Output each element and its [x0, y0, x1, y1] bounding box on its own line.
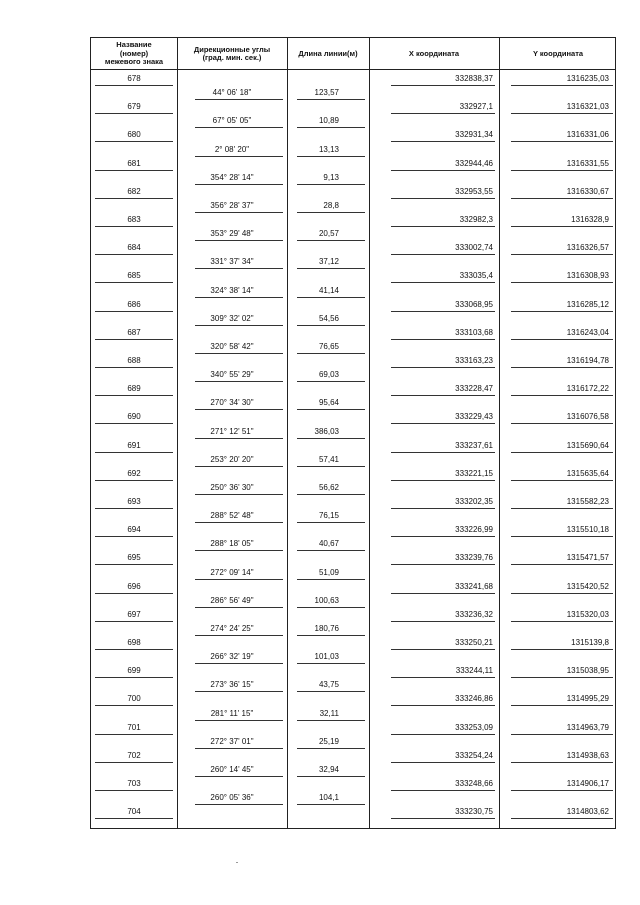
x-coordinate: 333250,21: [455, 638, 493, 647]
row-rule: [391, 141, 495, 142]
segment-rule: [297, 409, 365, 410]
segment-rule: [195, 607, 283, 608]
line-length: 43,75: [318, 680, 339, 690]
direction-angle: 288° 52' 48": [210, 511, 254, 521]
segment-rule: [195, 297, 283, 298]
row-rule: [95, 734, 173, 735]
row-rule: [391, 536, 495, 537]
point-number: 690: [127, 412, 141, 422]
row-rule: [391, 311, 495, 312]
line-length: 51,09: [318, 567, 339, 577]
row-rule: [511, 170, 613, 171]
row-rule: [95, 85, 173, 86]
x-coordinate: 333246,86: [455, 694, 493, 704]
column-divider: [499, 38, 500, 828]
header-y: Y координата: [532, 48, 584, 58]
segment-rule: [195, 466, 283, 467]
y-coordinate: 1314906,17: [566, 779, 609, 788]
segment-rule: [297, 804, 365, 805]
direction-angle: 340° 55' 29": [210, 370, 254, 380]
segment-rule: [297, 325, 365, 326]
y-coordinate: 1316172,22: [566, 384, 609, 394]
row-rule: [511, 141, 613, 142]
row-rule: [95, 452, 173, 453]
row-rule: [95, 395, 173, 396]
segment-rule: [195, 409, 283, 410]
segment-rule: [195, 494, 283, 495]
row-rule: [391, 367, 495, 368]
point-number: 687: [127, 327, 141, 337]
segment-rule: [297, 663, 365, 664]
row-rule: [391, 198, 495, 199]
row-rule: [391, 677, 495, 678]
segment-rule: [195, 579, 283, 580]
line-length: 57,41: [318, 454, 339, 464]
x-coordinate: 332953,55: [455, 186, 493, 196]
y-coordinate: 1316076,58: [566, 412, 609, 422]
row-rule: [95, 593, 173, 594]
y-coordinate: 1314938,63: [566, 750, 609, 760]
row-rule: [511, 677, 613, 678]
point-number: 696: [127, 581, 141, 591]
row-rule: [511, 762, 613, 763]
row-rule: [511, 734, 613, 735]
y-coordinate: 1314963,79: [566, 722, 609, 732]
row-rule: [511, 818, 613, 819]
segment-rule: [297, 494, 365, 495]
row-rule: [391, 452, 495, 453]
header-angle: Дирекционные углы (град. мин. сек.): [193, 44, 271, 62]
segment-rule: [297, 99, 365, 100]
segment-rule: [297, 748, 365, 749]
segment-rule: [297, 579, 365, 580]
direction-angle: 260° 05' 36": [210, 793, 254, 803]
segment-rule: [195, 635, 283, 636]
line-length: 37,12: [318, 257, 339, 267]
segment-rule: [195, 240, 283, 241]
row-rule: [95, 649, 173, 650]
x-coordinate: 333230,75: [455, 807, 493, 817]
y-coordinate: 1315420,52: [566, 581, 609, 591]
segment-rule: [297, 127, 365, 128]
line-length: 386,03: [314, 426, 339, 436]
row-rule: [391, 170, 495, 171]
point-number: 685: [127, 271, 141, 281]
x-coordinate: 333237,61: [455, 440, 493, 450]
row-rule: [95, 508, 173, 509]
row-rule: [95, 423, 173, 424]
line-length: 40,67: [318, 539, 339, 549]
segment-rule: [297, 550, 365, 551]
segment-rule: [297, 635, 365, 636]
row-rule: [511, 790, 613, 791]
header-length: Длина линии(м): [298, 48, 358, 58]
segment-rule: [195, 550, 283, 551]
direction-angle: 250° 36' 30": [210, 483, 254, 492]
row-rule: [511, 508, 613, 509]
row-rule: [391, 818, 495, 819]
y-coordinate: 1315582,23: [566, 497, 609, 506]
x-coordinate: 332982,3: [459, 215, 493, 224]
point-number: 680: [127, 130, 141, 140]
x-coordinate: 333103,68: [455, 327, 493, 337]
segment-rule: [297, 438, 365, 439]
line-length: 13,13: [318, 144, 339, 154]
point-number: 697: [127, 609, 141, 619]
segment-rule: [297, 184, 365, 185]
y-coordinate: 1315320,03: [566, 609, 609, 619]
y-coordinate: 1316235,03: [566, 74, 609, 83]
coordinate-table: [90, 37, 616, 829]
line-length: 104,1: [318, 793, 339, 803]
segment-rule: [195, 663, 283, 664]
point-number: 699: [127, 666, 141, 676]
direction-angle: 354° 28' 14": [210, 172, 254, 182]
direction-angle: 2° 08' 20": [214, 144, 250, 154]
x-coordinate: 333163,23: [455, 356, 493, 365]
segment-rule: [195, 127, 283, 128]
y-coordinate: 1315471,57: [566, 553, 609, 563]
row-rule: [391, 395, 495, 396]
row-rule: [511, 113, 613, 114]
segment-rule: [297, 522, 365, 523]
direction-angle: 253° 20' 20": [210, 454, 254, 464]
point-number: 681: [127, 158, 141, 168]
point-number: 693: [127, 497, 141, 506]
row-rule: [391, 593, 495, 594]
row-rule: [511, 593, 613, 594]
point-number: 683: [127, 215, 141, 224]
row-rule: [391, 423, 495, 424]
direction-angle: 271° 12' 51": [210, 426, 254, 436]
x-coordinate: 333221,15: [455, 468, 493, 478]
point-number: 688: [127, 356, 141, 365]
table-header: [91, 38, 615, 70]
row-rule: [391, 254, 495, 255]
line-length: 95,64: [318, 398, 339, 408]
segment-rule: [195, 522, 283, 523]
row-rule: [391, 621, 495, 622]
segment-rule: [297, 268, 365, 269]
y-coordinate: 1316331,06: [566, 130, 609, 140]
segment-rule: [297, 297, 365, 298]
row-rule: [95, 705, 173, 706]
direction-angle: 320° 58' 42": [210, 342, 254, 351]
direction-angle: 272° 09' 14": [210, 567, 254, 577]
segment-rule: [297, 776, 365, 777]
row-rule: [511, 536, 613, 537]
segment-rule: [195, 353, 283, 354]
point-number: 678: [127, 74, 141, 83]
segment-rule: [297, 381, 365, 382]
x-coordinate: 333239,76: [455, 553, 493, 563]
row-rule: [391, 85, 495, 86]
line-length: 32,94: [318, 765, 339, 774]
point-number: 682: [127, 186, 141, 196]
header-name: Название (номер) межевого знака: [104, 40, 164, 67]
segment-rule: [195, 212, 283, 213]
row-rule: [95, 198, 173, 199]
y-coordinate: 1314995,29: [566, 694, 609, 704]
direction-angle: 274° 24' 25": [210, 624, 254, 633]
row-rule: [95, 621, 173, 622]
y-coordinate: 1315139,8: [571, 638, 609, 647]
line-length: 76,15: [318, 511, 339, 521]
segment-rule: [195, 438, 283, 439]
y-coordinate: 1315510,18: [566, 525, 609, 535]
x-coordinate: 333244,11: [455, 666, 493, 676]
point-number: 704: [127, 807, 141, 817]
header-x: X координата: [408, 48, 460, 58]
x-coordinate: 333253,09: [455, 722, 493, 732]
row-rule: [95, 818, 173, 819]
line-length: 10,89: [318, 116, 339, 126]
segment-rule: [297, 691, 365, 692]
direction-angle: 288° 18' 05": [210, 539, 254, 549]
row-rule: [511, 339, 613, 340]
segment-rule: [195, 99, 283, 100]
segment-rule: [297, 156, 365, 157]
x-coordinate: 332838,37: [455, 74, 493, 83]
row-rule: [511, 226, 613, 227]
row-rule: [95, 282, 173, 283]
point-number: 689: [127, 384, 141, 394]
row-rule: [511, 282, 613, 283]
row-rule: [391, 734, 495, 735]
x-coordinate: 333002,74: [455, 243, 493, 253]
row-rule: [511, 452, 613, 453]
segment-rule: [297, 720, 365, 721]
point-number: 692: [127, 468, 141, 478]
row-rule: [95, 226, 173, 227]
y-coordinate: 1315690,64: [566, 440, 609, 450]
scan-speck: [236, 862, 238, 863]
y-coordinate: 1316321,03: [566, 102, 609, 112]
x-coordinate: 333254,24: [455, 750, 493, 760]
row-rule: [95, 141, 173, 142]
row-rule: [511, 705, 613, 706]
line-length: 41,14: [318, 285, 339, 295]
direction-angle: 44° 06' 18": [212, 88, 252, 98]
y-coordinate: 1316194,78: [566, 356, 609, 365]
row-rule: [95, 311, 173, 312]
x-coordinate: 333068,95: [455, 299, 493, 309]
row-rule: [511, 480, 613, 481]
row-rule: [391, 508, 495, 509]
row-rule: [391, 705, 495, 706]
row-rule: [391, 282, 495, 283]
x-coordinate: 333228,47: [455, 384, 493, 394]
y-coordinate: 1316328,9: [571, 215, 609, 224]
point-number: 686: [127, 299, 141, 309]
y-coordinate: 1316308,93: [566, 271, 609, 281]
row-rule: [391, 762, 495, 763]
row-rule: [391, 564, 495, 565]
row-rule: [95, 790, 173, 791]
segment-rule: [195, 156, 283, 157]
segment-rule: [297, 607, 365, 608]
point-number: 700: [127, 694, 141, 704]
line-length: 56,62: [318, 483, 339, 492]
row-rule: [391, 339, 495, 340]
x-coordinate: 333035,4: [459, 271, 493, 281]
y-coordinate: 1315038,95: [566, 666, 609, 676]
direction-angle: 353° 29' 48": [210, 229, 254, 239]
segment-rule: [195, 748, 283, 749]
segment-rule: [195, 776, 283, 777]
row-rule: [511, 367, 613, 368]
row-rule: [95, 536, 173, 537]
point-number: 698: [127, 638, 141, 647]
row-rule: [511, 395, 613, 396]
segment-rule: [195, 184, 283, 185]
line-length: 20,57: [318, 229, 339, 239]
column-divider: [369, 38, 370, 828]
direction-angle: 286° 56' 49": [210, 595, 254, 605]
segment-rule: [297, 466, 365, 467]
direction-angle: 260° 14' 45": [210, 765, 254, 774]
row-rule: [391, 480, 495, 481]
row-rule: [511, 621, 613, 622]
row-rule: [95, 254, 173, 255]
x-coordinate: 333241,68: [455, 581, 493, 591]
row-rule: [391, 790, 495, 791]
row-rule: [95, 677, 173, 678]
point-number: 691: [127, 440, 141, 450]
line-length: 101,03: [314, 652, 339, 662]
direction-angle: 67° 05' 05": [212, 116, 252, 126]
line-length: 25,19: [318, 736, 339, 746]
y-coordinate: 1316331,55: [566, 158, 609, 168]
point-number: 703: [127, 779, 141, 788]
segment-rule: [195, 268, 283, 269]
direction-angle: 270° 34' 30": [210, 398, 254, 408]
x-coordinate: 332927,1: [459, 102, 493, 112]
point-number: 684: [127, 243, 141, 253]
row-rule: [95, 113, 173, 114]
segment-rule: [297, 212, 365, 213]
direction-angle: 266° 32' 19": [210, 652, 254, 662]
line-length: 28,8: [323, 201, 339, 210]
segment-rule: [195, 691, 283, 692]
point-number: 679: [127, 102, 141, 112]
segment-rule: [195, 325, 283, 326]
segment-rule: [297, 353, 365, 354]
segment-rule: [195, 804, 283, 805]
y-coordinate: 1315635,64: [566, 468, 609, 478]
segment-rule: [195, 720, 283, 721]
line-length: 54,56: [318, 313, 339, 323]
row-rule: [95, 339, 173, 340]
row-rule: [95, 367, 173, 368]
row-rule: [511, 311, 613, 312]
row-rule: [95, 170, 173, 171]
point-number: 701: [127, 722, 141, 732]
line-length: 180,76: [314, 624, 339, 633]
point-number: 694: [127, 525, 141, 535]
row-rule: [511, 85, 613, 86]
x-coordinate: 333202,35: [455, 497, 493, 506]
row-rule: [391, 113, 495, 114]
direction-angle: 272° 37' 01": [210, 736, 254, 746]
row-rule: [511, 198, 613, 199]
row-rule: [95, 762, 173, 763]
x-coordinate: 332931,34: [455, 130, 493, 140]
line-length: 69,03: [318, 370, 339, 380]
row-rule: [391, 226, 495, 227]
x-coordinate: 333229,43: [455, 412, 493, 422]
direction-angle: 356° 28' 37": [210, 201, 254, 210]
y-coordinate: 1316285,12: [566, 299, 609, 309]
row-rule: [391, 649, 495, 650]
direction-angle: 309° 32' 02": [210, 313, 254, 323]
row-rule: [511, 564, 613, 565]
segment-rule: [195, 381, 283, 382]
direction-angle: 281° 11' 15": [210, 708, 254, 718]
y-coordinate: 1314803,62: [566, 807, 609, 817]
line-length: 100,63: [314, 595, 339, 605]
x-coordinate: 333226,99: [455, 525, 493, 535]
point-number: 702: [127, 750, 141, 760]
direction-angle: 331° 37' 34": [210, 257, 254, 267]
direction-angle: 324° 38' 14": [210, 285, 254, 295]
line-length: 123,57: [314, 88, 339, 98]
row-rule: [95, 480, 173, 481]
x-coordinate: 333248,66: [455, 779, 493, 788]
direction-angle: 273° 36' 15": [210, 680, 254, 690]
row-rule: [511, 649, 613, 650]
y-coordinate: 1316330,67: [566, 186, 609, 196]
x-coordinate: 332944,46: [455, 158, 493, 168]
y-coordinate: 1316326,57: [566, 243, 609, 253]
row-rule: [511, 254, 613, 255]
line-length: 9,13: [323, 172, 339, 182]
row-rule: [511, 423, 613, 424]
line-length: 76,65: [318, 342, 339, 351]
y-coordinate: 1316243,04: [566, 327, 609, 337]
x-coordinate: 333236,32: [455, 609, 493, 619]
segment-rule: [297, 240, 365, 241]
row-rule: [95, 564, 173, 565]
line-length: 32,11: [319, 708, 339, 718]
point-number: 695: [127, 553, 141, 563]
